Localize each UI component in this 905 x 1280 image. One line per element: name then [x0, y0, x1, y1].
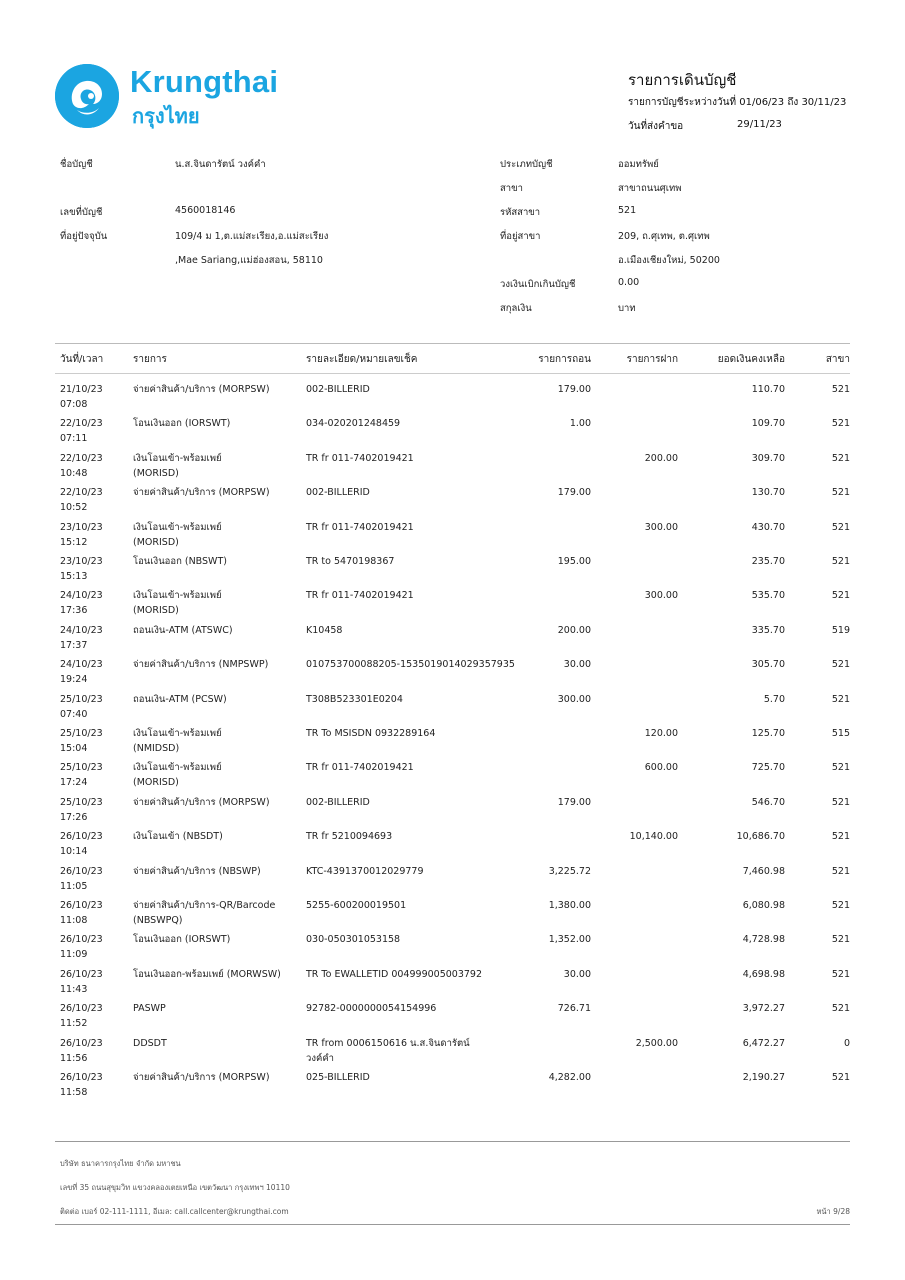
- cell-balance: 235.70: [751, 556, 785, 567]
- cell-withdraw: 3,225.72: [548, 866, 591, 877]
- address-label: ที่อยู่ปัจจุบัน: [60, 231, 108, 242]
- cell-withdraw: 1.00: [569, 418, 591, 429]
- cell-time: 17:36: [60, 605, 88, 616]
- cell-detail-cont: วงค์คำ: [306, 1053, 335, 1064]
- cell-time: 15:13: [60, 571, 88, 582]
- col-header-detail: รายละเอียด/หมายเลขเช็ค: [306, 354, 418, 365]
- overdraft-label: วงเงินเบิกเกินบัญชี: [500, 279, 576, 290]
- cell-transaction: เงินโอนเข้า-พร้อมเพย์: [133, 728, 222, 739]
- cell-branch: 521: [831, 453, 850, 464]
- footer-address: เลขที่ 35 ถนนสุขุมวิท แขวงคลองเตยเหนือ เขตวัฒนา กรุงเทพฯ 10110: [60, 1183, 290, 1192]
- cell-balance: 546.70: [751, 797, 785, 808]
- cell-date: 25/10/23: [60, 694, 103, 705]
- cell-balance: 109.70: [751, 418, 785, 429]
- cell-detail: TR to 5470198367: [306, 556, 395, 567]
- cell-balance: 110.70: [751, 384, 785, 395]
- footer-rule: [55, 1141, 850, 1142]
- cell-branch: 515: [831, 728, 850, 739]
- cell-detail: TR fr 011-7402019421: [306, 522, 414, 533]
- cell-transaction: จ่ายค่าสินค้า/บริการ (NMPSWP): [133, 659, 269, 670]
- cell-balance: 5.70: [763, 694, 785, 705]
- cell-withdraw: 726.71: [557, 1003, 591, 1014]
- page-number: หน้า 9/28: [816, 1207, 850, 1216]
- cell-date: 26/10/23: [60, 866, 103, 877]
- cell-time: 07:40: [60, 709, 88, 720]
- cell-date: 25/10/23: [60, 762, 103, 773]
- col-header-transaction: รายการ: [133, 354, 167, 365]
- cell-date: 26/10/23: [60, 969, 103, 980]
- cell-time: 17:24: [60, 777, 88, 788]
- cell-transaction-code: (NMIDSD): [133, 743, 180, 754]
- cell-detail: TR from 0006150616 น.ส.จินดารัตน์: [306, 1038, 470, 1049]
- branch-code-label: รหัสสาขา: [500, 207, 541, 218]
- cell-deposit: 300.00: [644, 590, 678, 601]
- branch-address-line-1: 209, ถ.ศุเทพ, ต.ศุเทพ: [618, 231, 710, 242]
- cell-detail: 002-BILLERID: [306, 797, 370, 808]
- cell-balance: 305.70: [751, 659, 785, 670]
- period-label: รายการบัญชีระหว่างวันที่: [628, 97, 737, 108]
- cell-transaction: โอนเงินออก (IORSWT): [133, 418, 231, 429]
- cell-withdraw: 179.00: [557, 797, 591, 808]
- cell-branch: 521: [831, 1003, 850, 1014]
- cell-date: 25/10/23: [60, 728, 103, 739]
- cell-balance: 3,972.27: [742, 1003, 785, 1014]
- cell-transaction: ถอนเงิน-ATM (ATSWC): [133, 625, 233, 636]
- cell-detail: 010753700088205-1535019014029357935: [306, 659, 515, 670]
- cell-time: 15:12: [60, 537, 88, 548]
- cell-time: 17:37: [60, 640, 88, 651]
- cell-date: 22/10/23: [60, 453, 103, 464]
- cell-transaction: จ่ายค่าสินค้า/บริการ (MORPSW): [133, 797, 270, 808]
- cell-branch: 521: [831, 694, 850, 705]
- cell-transaction: จ่ายค่าสินค้า/บริการ (NBSWP): [133, 866, 261, 877]
- cell-time: 10:48: [60, 468, 88, 479]
- cell-detail: 5255-600200019501: [306, 900, 407, 911]
- cell-detail: TR To MSISDN 0932289164: [306, 728, 436, 739]
- cell-withdraw: 4,282.00: [548, 1072, 591, 1083]
- cell-branch: 521: [831, 522, 850, 533]
- cell-detail: TR fr 011-7402019421: [306, 453, 414, 464]
- cell-balance: 309.70: [751, 453, 785, 464]
- cell-time: 07:11: [60, 433, 88, 444]
- brand-name-th: กรุงไทย: [132, 104, 200, 128]
- cell-deposit: 10,140.00: [629, 831, 678, 842]
- cell-withdraw: 200.00: [557, 625, 591, 636]
- document-title: รายการเดินบัญชี: [628, 71, 737, 89]
- cell-deposit: 300.00: [644, 522, 678, 533]
- cell-branch: 521: [831, 797, 850, 808]
- cell-branch: 521: [831, 556, 850, 567]
- cell-withdraw: 179.00: [557, 384, 591, 395]
- cell-date: 22/10/23: [60, 418, 103, 429]
- cell-transaction-code: (MORISD): [133, 537, 179, 548]
- cell-detail: 002-BILLERID: [306, 487, 370, 498]
- cell-time: 11:09: [60, 949, 88, 960]
- cell-branch: 0: [843, 1038, 850, 1049]
- cell-transaction: โอนเงินออก-พร้อมเพย์ (MORWSW): [133, 969, 281, 980]
- cell-branch: 521: [831, 487, 850, 498]
- cell-detail: T308B523301E0204: [306, 694, 403, 705]
- cell-detail: 002-BILLERID: [306, 384, 370, 395]
- cell-withdraw: 179.00: [557, 487, 591, 498]
- cell-transaction: จ่ายค่าสินค้า/บริการ (MORPSW): [133, 384, 270, 395]
- cell-branch: 521: [831, 934, 850, 945]
- footer-company: บริษัท ธนาคารกรุงไทย จำกัด มหาชน: [60, 1159, 181, 1168]
- cell-detail: TR fr 011-7402019421: [306, 590, 414, 601]
- cell-branch: 521: [831, 384, 850, 395]
- cell-transaction: เงินโอนเข้า-พร้อมเพย์: [133, 453, 222, 464]
- branch-address-line-2: อ.เมืองเชียงใหม่, 50200: [618, 255, 720, 266]
- cell-balance: 430.70: [751, 522, 785, 533]
- cell-detail: KTC-4391370012029779: [306, 866, 424, 877]
- cell-deposit: 2,500.00: [635, 1038, 678, 1049]
- cell-branch: 521: [831, 418, 850, 429]
- cell-detail: 92782-0000000054154996: [306, 1003, 437, 1014]
- cell-date: 24/10/23: [60, 659, 103, 670]
- account-type-label: ประเภทบัญชี: [500, 159, 553, 170]
- cell-detail: TR fr 011-7402019421: [306, 762, 414, 773]
- cell-transaction-code: (MORISD): [133, 468, 179, 479]
- cell-detail: 025-BILLERID: [306, 1072, 370, 1083]
- cell-deposit: 600.00: [644, 762, 678, 773]
- cell-balance: 335.70: [751, 625, 785, 636]
- cell-branch: 521: [831, 900, 850, 911]
- cell-withdraw: 300.00: [557, 694, 591, 705]
- cell-date: 25/10/23: [60, 797, 103, 808]
- cell-transaction: จ่ายค่าสินค้า/บริการ (MORPSW): [133, 1072, 270, 1083]
- currency-value: บาท: [618, 303, 636, 314]
- cell-balance: 10,686.70: [736, 831, 785, 842]
- cell-date: 26/10/23: [60, 1003, 103, 1014]
- cell-branch: 519: [831, 625, 850, 636]
- overdraft-value: 0.00: [618, 277, 640, 288]
- cell-deposit: 200.00: [644, 453, 678, 464]
- cell-time: 07:08: [60, 399, 88, 410]
- cell-balance: 6,472.27: [742, 1038, 785, 1049]
- cell-time: 15:04: [60, 743, 88, 754]
- cell-date: 26/10/23: [60, 900, 103, 911]
- cell-time: 11:05: [60, 881, 88, 892]
- footer-bottom-rule: [55, 1224, 850, 1225]
- cell-date: 23/10/23: [60, 522, 103, 533]
- cell-date: 26/10/23: [60, 934, 103, 945]
- account-number-label: เลขที่บัญชี: [60, 207, 103, 218]
- cell-balance: 4,728.98: [742, 934, 785, 945]
- cell-transaction: เงินโอนเข้า-พร้อมเพย์: [133, 762, 222, 773]
- cell-withdraw: 1,352.00: [548, 934, 591, 945]
- cell-time: 11:58: [60, 1087, 88, 1098]
- col-header-deposit: รายการฝาก: [626, 354, 678, 365]
- cell-transaction: โอนเงินออก (NBSWT): [133, 556, 227, 567]
- cell-balance: 4,698.98: [742, 969, 785, 980]
- cell-branch: 521: [831, 969, 850, 980]
- col-header-balance: ยอดเงินคงเหลือ: [717, 354, 785, 365]
- cell-transaction: PASWP: [133, 1003, 166, 1014]
- request-date-value: 29/11/23: [737, 119, 782, 130]
- cell-withdraw: 30.00: [563, 659, 591, 670]
- footer-contact: ติดต่อ เบอร์ 02-111-1111, อีเมล: call.callcenter@krungthai.com: [60, 1207, 289, 1216]
- branch-address-label: ที่อยู่สาขา: [500, 231, 541, 242]
- cell-deposit: 120.00: [644, 728, 678, 739]
- cell-transaction: เงินโอนเข้า-พร้อมเพย์: [133, 522, 222, 533]
- cell-transaction: เงินโอนเข้า (NBSDT): [133, 831, 223, 842]
- address-line-2: ,Mae Sariang,แม่ฮ่องสอน, 58110: [175, 255, 323, 266]
- cell-balance: 6,080.98: [742, 900, 785, 911]
- brand-name-en: Krungthai: [130, 64, 279, 99]
- cell-transaction-code: (MORISD): [133, 777, 179, 788]
- cell-date: 26/10/23: [60, 831, 103, 842]
- cell-date: 24/10/23: [60, 590, 103, 601]
- cell-branch: 521: [831, 831, 850, 842]
- cell-withdraw: 1,380.00: [548, 900, 591, 911]
- account-name-value: น.ส.จินดารัตน์ วงค์คำ: [175, 159, 266, 170]
- currency-label: สกุลเงิน: [500, 303, 532, 314]
- cell-detail: 034-020201248459: [306, 418, 401, 429]
- cell-detail: TR To EWALLETID 004999005003792: [306, 969, 483, 980]
- cell-transaction: จ่ายค่าสินค้า/บริการ-QR/Barcode: [133, 900, 276, 911]
- cell-time: 11:43: [60, 984, 88, 995]
- cell-transaction: ถอนเงิน-ATM (PCSW): [133, 694, 227, 705]
- cell-time: 11:52: [60, 1018, 88, 1029]
- cell-transaction-code: (MORISD): [133, 605, 179, 616]
- cell-date: 26/10/23: [60, 1038, 103, 1049]
- branch-value: สาขาถนนศุเทพ: [618, 183, 682, 194]
- cell-transaction: โอนเงินออก (IORSWT): [133, 934, 231, 945]
- cell-balance: 725.70: [751, 762, 785, 773]
- cell-branch: 521: [831, 590, 850, 601]
- cell-date: 24/10/23: [60, 625, 103, 636]
- cell-date: 21/10/23: [60, 384, 103, 395]
- cell-transaction: DDSDT: [133, 1038, 167, 1049]
- cell-detail: K10458: [306, 625, 343, 636]
- account-type-value: ออมทรัพย์: [618, 159, 659, 170]
- cell-branch: 521: [831, 762, 850, 773]
- cell-time: 11:56: [60, 1053, 88, 1064]
- cell-time: 19:24: [60, 674, 88, 685]
- branch-code-value: 521: [618, 205, 637, 216]
- cell-branch: 521: [831, 1072, 850, 1083]
- cell-detail: 030-050301053158: [306, 934, 401, 945]
- cell-balance: 125.70: [751, 728, 785, 739]
- cell-detail: TR fr 5210094693: [306, 831, 393, 842]
- cell-date: 26/10/23: [60, 1072, 103, 1083]
- col-header-datetime: วันที่/เวลา: [60, 354, 104, 365]
- cell-time: 10:14: [60, 846, 88, 857]
- cell-transaction-code: (NBSWPQ): [133, 915, 183, 926]
- request-date-label: วันที่ส่งคำขอ: [628, 121, 684, 132]
- cell-time: 11:08: [60, 915, 88, 926]
- cell-date: 23/10/23: [60, 556, 103, 567]
- cell-balance: 535.70: [751, 590, 785, 601]
- cell-branch: 521: [831, 659, 850, 670]
- cell-withdraw: 30.00: [563, 969, 591, 980]
- address-line-1: 109/4 ม 1,ต.แม่สะเรียง,อ.แม่สะเรียง: [175, 231, 329, 242]
- cell-branch: 521: [831, 866, 850, 877]
- col-header-withdraw: รายการถอน: [538, 354, 591, 365]
- cell-balance: 130.70: [751, 487, 785, 498]
- cell-transaction: เงินโอนเข้า-พร้อมเพย์: [133, 590, 222, 601]
- cell-withdraw: 195.00: [557, 556, 591, 567]
- period-value: 01/06/23 ถึง 30/11/23: [739, 97, 847, 108]
- cell-date: 22/10/23: [60, 487, 103, 498]
- cell-time: 10:52: [60, 502, 88, 513]
- account-name-label: ชื่อบัญชี: [60, 159, 93, 170]
- cell-time: 17:26: [60, 812, 88, 823]
- cell-balance: 7,460.98: [742, 866, 785, 877]
- col-header-branch: สาขา: [825, 354, 850, 365]
- cell-transaction: จ่ายค่าสินค้า/บริการ (MORPSW): [133, 487, 270, 498]
- branch-label: สาขา: [500, 183, 523, 194]
- account-number-value: 4560018146: [175, 205, 236, 216]
- cell-balance: 2,190.27: [742, 1072, 785, 1083]
